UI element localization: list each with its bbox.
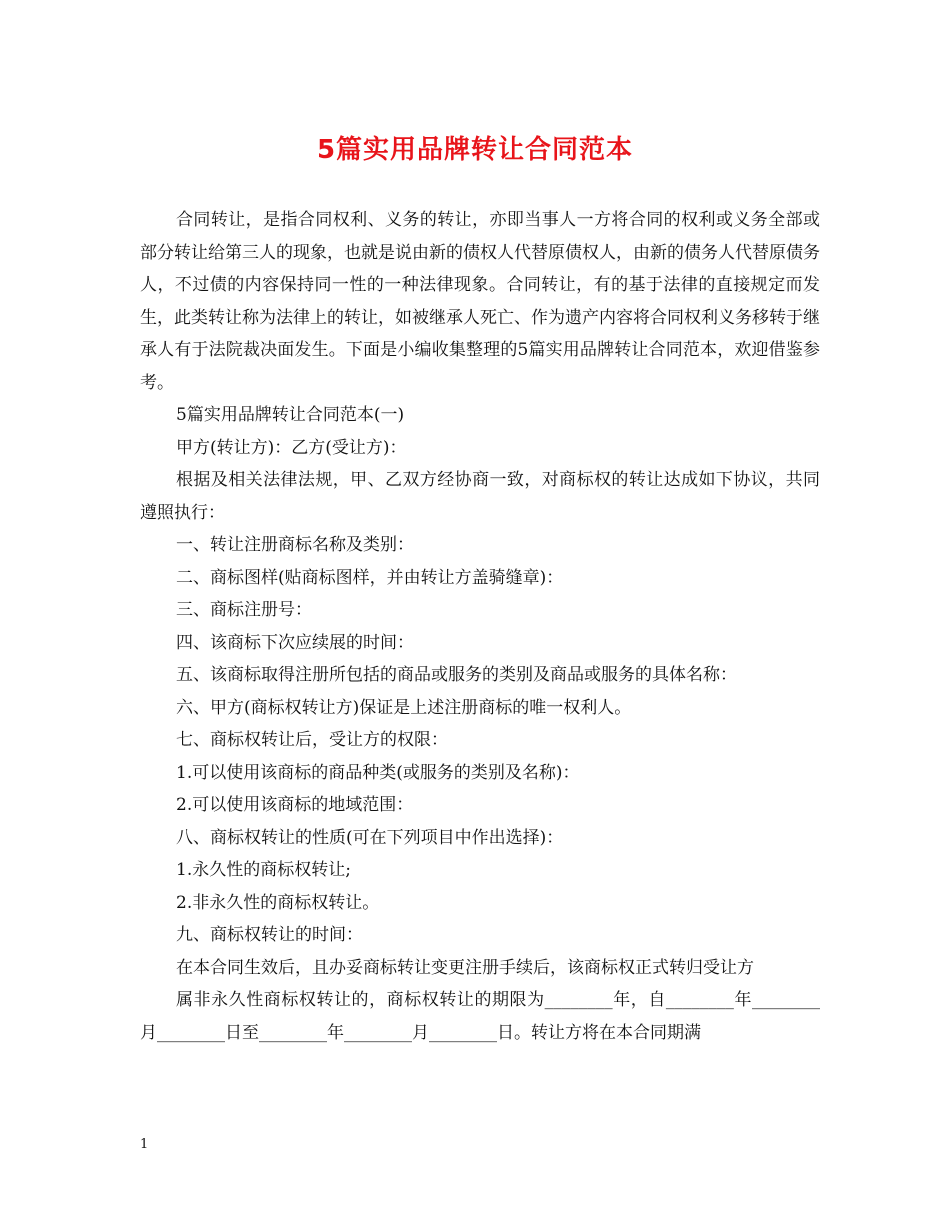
clause-5: 五、该商标取得注册所包括的商品或服务的类别及商品或服务的具体名称： [176,665,737,685]
clause-6: 六、甲方(商标权转让方)保证是上述注册商标的唯一权利人。 [176,697,632,718]
clause-8: 八、商标权转让的性质(可在下列项目中作出选择)： [176,827,564,848]
clause-9-text-2: 属非永久性商标权转让的，商标权转让的期限为________年，自________年________月________日至________年________月________日。转让方将在本合同期满 [140,990,820,1043]
clause-7-item-1: 1.可以使用该商标的商品种类(或服务的类别及名称)： [176,762,580,783]
clause-2: 二、商标图样(贴商标图样，并由转让方盖骑缝章)： [176,567,564,588]
clause-9-text-1: 在本合同生效后，且办妥商标转让变更注册手续后，该商标权正式转归受让方 [176,957,754,978]
intro-paragraph: 合同转让，是指合同权利、义务的转让，亦即当事人一方将合同的权利或义务全部或部分转让给第三人的现象，也就是说由新的债权人代替原债权人，由新的债务人代替原债务人，不过债的内容保持同一性的一种法律现象。合同转让，有的基于法律的直接规定而发生，此类转让称为法律上的转让，如被继承人死亡、作为遗产内容将合同权利义务移转于继承人有于法院裁决面发生。下面是小编收集整理的5篇实用品牌转让合同范本，欢迎借鉴参考。 [140,210,820,393]
clause-1: 一、转让注册商标名称及类别： [176,535,414,555]
clause-4: 四、该商标下次应续展的时间： [176,632,414,653]
document-body [140,204,820,1049]
clause-8-item-1: 1.永久性的商标权转让; [176,860,351,880]
parties-line: 甲方(转让方)：乙方(受让方)： [176,437,407,458]
clause-8-item-2: 2.非永久性的商标权转让。 [176,892,380,913]
clause-7: 七、商标权转让后，受让方的权限： [176,730,448,750]
section-heading-contract-1: 5篇实用品牌转让合同范本(一) [176,405,405,425]
page-number: 1 [140,1137,149,1152]
agreement-preamble: 根据及相关法律法规，甲、乙双方经协商一致，对商标权的转让达成如下协议，共同遵照执行： [140,470,820,523]
clause-9: 九、商标权转让的时间： [176,925,363,945]
clause-3: 三、商标注册号： [176,600,312,620]
document-title: 5篇实用品牌转让合同范本 [316,135,634,165]
clause-7-item-2: 2.可以使用该商标的地域范围： [176,795,414,815]
